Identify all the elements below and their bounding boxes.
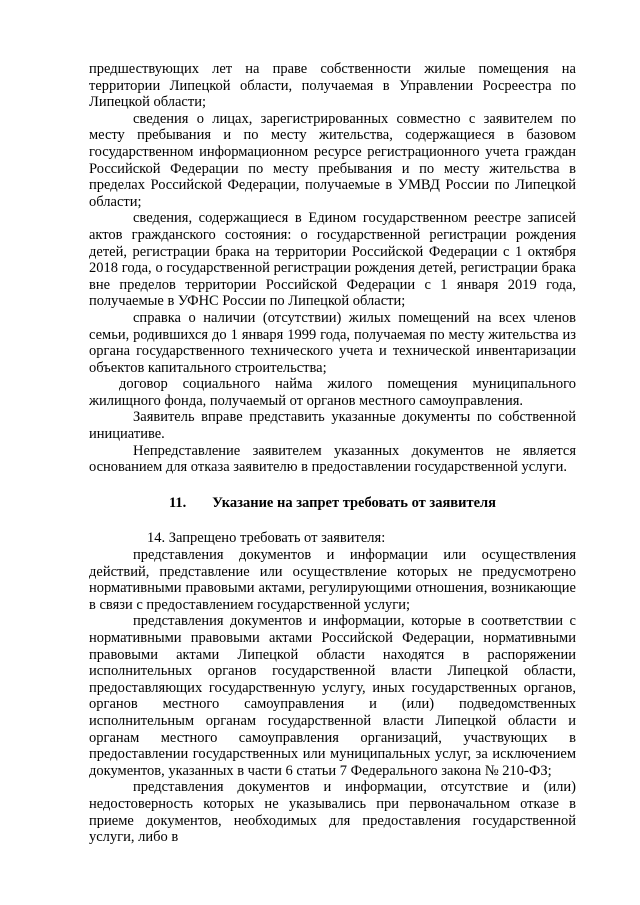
prohibition-item-actions: представления документов и информации или осуществления действий, представление или осуществление которых не предусмотрено нормативными правовыми актами, регулирующими отношения, возникающие в связи с предоставлением государственной услуги; (89, 547, 576, 613)
item-14-heading: 14. Запрещено требовать от заявителя: (147, 530, 386, 547)
paragraph-registered-persons: сведения о лицах, зарегистрированных совместно с заявителем по месту пребывания и по месту жительства, содержащиеся в базовом государственном информационном ресурсе регистрационного учета граждан Российской Федерации по месту пребывания и по месту жительства в пределах Российской Федерации, получаемые в УМВД России по Липецкой области; (89, 110, 576, 210)
document-body (89, 61, 576, 846)
section-number: 11. (168, 494, 187, 511)
paragraph-social-lease: договор социального найма жилого помещения муниципального жилищного фонда, получаемый от органов местного самоуправления. (89, 376, 576, 409)
paragraph-housing-certificate: справка о наличии (отсутствии) жилых помещений на всех членов семьи, родившихся до 1 января 1999 года, получаемая по месту жительства из органа государственного технического учета и технической инвентаризации объектов капитального строительства; (89, 309, 576, 376)
paragraph-applicant-right: Заявитель вправе представить указанные документы по собственной инициативе. (89, 409, 576, 443)
paragraph-civil-registry: сведения, содержащиеся в Едином государственном реестре записей актов гражданского состояния: о государственной регистрации рождения детей, регистрации брака на территории Российской Федерации с 1 октября 2018 года, о государственной регистрации рождения детей, регистрации брака вне пределов территории Российской Федерации с 1 января 2019 года, получаемые в УФНС России по Липецкой области; (89, 210, 576, 310)
prohibition-item-documents: представления документов и информации, которые в соответствии с нормативными правовыми актами Российской Федерации, нормативными правовыми актами Липецкой области находятся в распоряжении исполнительных органов государственной власти Липецкой области, предоставляющих государственную услугу, иных государственных органов, органов местного самоуправления и (или) подведомственных исполнительным органам государственной власти Липецкой области и органам местного самоуправления организаций, участвующих в предоставлении государственных или муниципальных услуг, за исключением документов, указанных в части 6 статьи 7 Федерального закона № 210-ФЗ; (89, 613, 576, 779)
prohibition-item-initial-refusal: представления документов и информации, отсутствие и (или) недостоверность которых не указывались при первоначальном отказе в приеме документов, необходимых для предоставления государственной услуги, либо в (89, 779, 576, 846)
section-title: Указание на запрет требовать от заявителя (212, 494, 497, 511)
section-heading (89, 495, 576, 512)
paragraph-continuation: предшествующих лет на праве собственности жилые помещения на территории Липецкой области, получаемая в Управлении Росреестра по Липецкой области; (89, 61, 576, 111)
paragraph-non-submission: Непредставление заявителем указанных документов не является основанием для отказа заявителю в предоставлении государственной услуги. (89, 442, 576, 476)
